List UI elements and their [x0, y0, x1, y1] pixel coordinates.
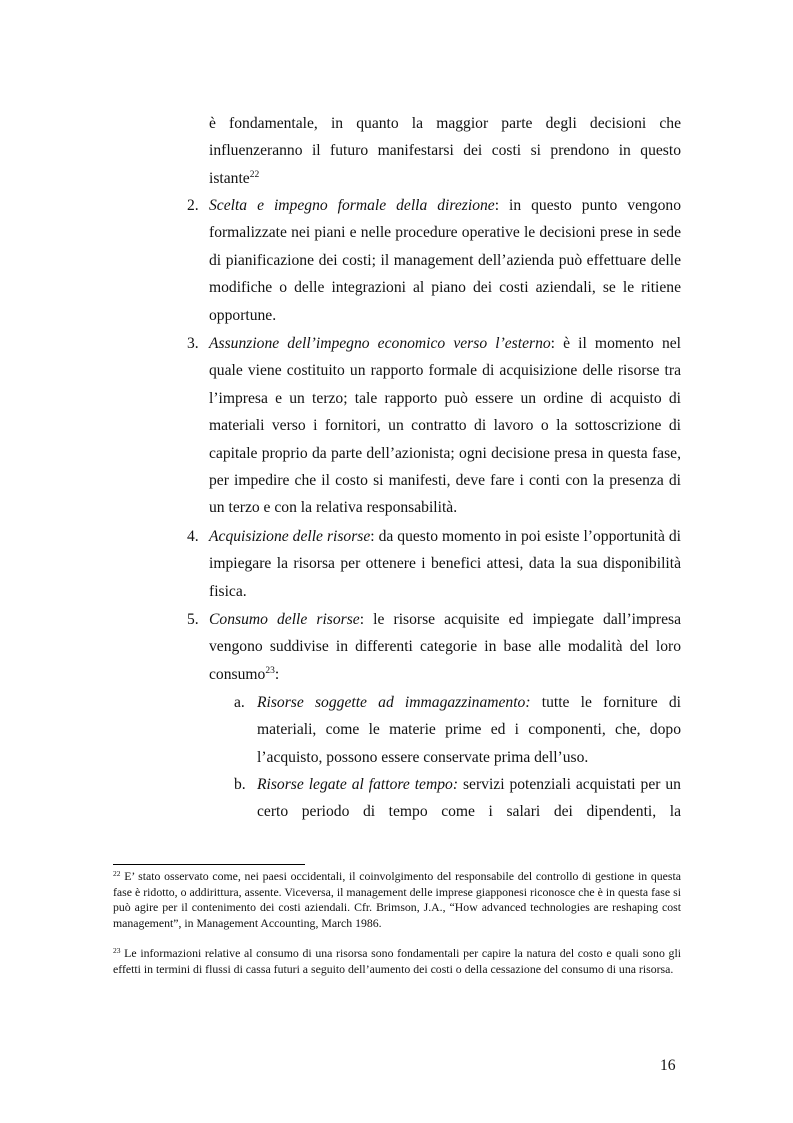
- list-item: [209, 330, 681, 522]
- list-item: [209, 192, 681, 329]
- sublist-letter: b.: [234, 776, 246, 793]
- list-item: Consumo delle risorse: le risorse acquisite ed impiegate dall’impresa vengono suddivise in differenti categorie in base alle modalità del loro consumo$^{23}$:: [209, 611, 681, 683]
- list-number: 5.: [187, 611, 199, 628]
- page-number: 16: [660, 1057, 676, 1074]
- list-item-body: : da questo momento in poi esiste l’opportunità di impiegare la risorsa per ottenere i benefici attesi, data la sua disponibilità fisica.: [209, 528, 681, 600]
- sublist-item-title: Risorse legate al fattore tempo:: [257, 776, 459, 793]
- list-number: 4.: [187, 528, 199, 545]
- list-number: 3.: [187, 335, 199, 352]
- footnote-22: $^{22}$ E’ stato osservato come, nei paesi occidentali, il coinvolgimento del responsabile del controllo di gestione in questa fase è ridotto, o addirittura, assente. Viceversa, il management delle imprese giapponesi riconosce che è in questa fase si può agire per il contenimento dei costi aziendali. Cfr. Brimson, J.A., “How advanced technologies are reshaping cost management”, in Management Accounting, March 1986.: [113, 869, 681, 931]
- sublist-item-title: Risorse soggette ad immagazzinamento:: [257, 694, 531, 711]
- footnote-marker: 23: [113, 946, 121, 955]
- list-item-title: Scelta e impegno formale della direzione: [209, 197, 495, 214]
- sublist-item-body: tutte le forniture di materiali, come le materie prime ed i componenti, che, dopo l’acquisto, possono essere conservate prima dell’uso.: [257, 694, 681, 766]
- footnote-23: $^{23}$ Le informazioni relative al consumo di una risorsa sono fondamentali per capire la natura del costo e quali sono gli effetti in termini di flussi di cassa futuri a seguito dell’aumento dei costi o della cessazione del consumo di una risorsa.: [113, 946, 681, 976]
- list-item-body: : le risorse acquisite ed impiegate dall’impresa vengono suddivise in differenti categorie in base alle modalità del loro consumo: [209, 611, 681, 683]
- footnote-separator: [113, 864, 305, 865]
- list-item-title: Acquisizione delle risorse: [209, 528, 371, 545]
- sublist-item-body: servizi potenziali acquistati per un certo periodo di tempo come i salari dei dipendenti, la: [257, 776, 681, 821]
- sublist-item: [257, 771, 681, 826]
- footnote-marker: 22: [113, 869, 121, 878]
- list-item-title: Assunzione dell’impegno economico verso l’esterno: [209, 335, 551, 352]
- list-item-body: : è il momento nel quale viene costituito un rapporto formale di acquisizione delle risorse tra l’impresa e un terzo; tale rapporto può essere un ordine di acquisto di materiali verso i fornitori, un contratto di lavoro o la sottoscrizione di capitale proprio da parte dell’azionista; ogni decisione presa in questa fase, per impedire che il costo si manifesti, deve fare i conti con la presenza di un terzo e con la relativa responsabilità.: [209, 335, 682, 517]
- list-item-title: Consumo delle risorse: [209, 611, 360, 628]
- sublist-item: [257, 689, 681, 771]
- sublist-letter: a.: [234, 694, 245, 711]
- footnote-ref-23[interactable]: 23: [265, 665, 275, 676]
- footnote-ref-22[interactable]: 22: [249, 169, 260, 180]
- item-1-continuation: è fondamentale, in quanto la maggior parte degli decisioni che influenzeranno il futuro manifestarsi dei costi si prendono in questo istante$^{22}$: [209, 115, 681, 187]
- list-number: 2.: [187, 197, 199, 214]
- list-item-body: : in questo punto vengono formalizzate nei piani e nelle procedure operative le decisioni prese in sede di pianificazione dei costi; il management dell’azienda può effettuare delle modifiche o delle integrazioni al piano dei costi aziendali, se le ritiene opportune.: [209, 197, 681, 324]
- list-item: [209, 523, 681, 605]
